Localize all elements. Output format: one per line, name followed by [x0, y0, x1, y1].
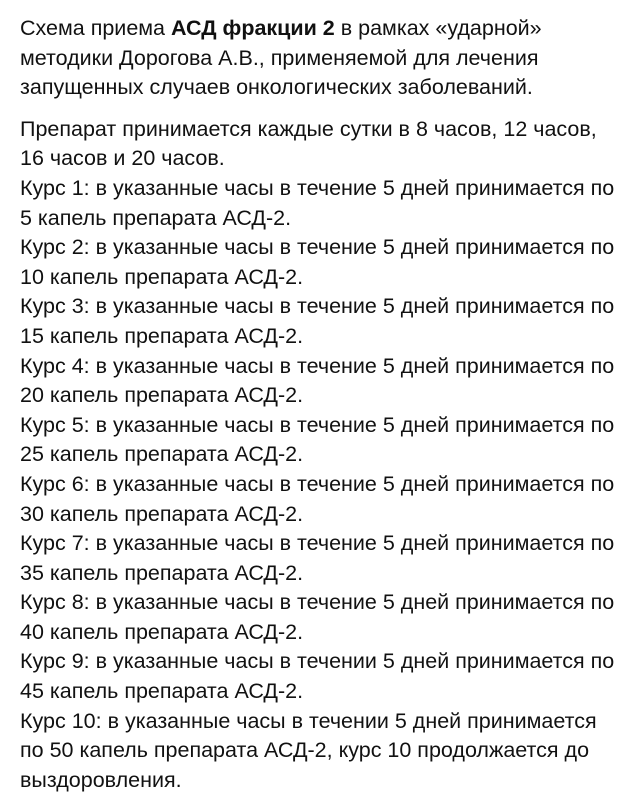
course-8-text: Курс 8: в указанные часы в течение 5 дней принимается по 40 капель препарата АСД-2.: [20, 590, 615, 644]
course-6-text: Курс 6: в указанные часы в течение 5 дней принимается по 30 капель препарата АСД-2.: [20, 471, 615, 526]
course-4-text: Курс 4: в указанные часы в течение 5 дней принимается по 20 капель препарата АСД-2.: [20, 353, 615, 408]
title-prefix: Схема приема: [20, 16, 171, 40]
course-1-text: Курс 1: в указанные часы в течение 5 дней принимается по 5 капель препарата АСД-2.: [20, 175, 615, 230]
course-9-text: Курс 9: в указанные часы в течении 5 дней принимается по 45 капель препарата АСД-2.: [20, 649, 615, 704]
course-2-text: Курс 2: в указанные часы в течение 5 дней принимается по 10 капель препарата АСД-2.: [20, 235, 615, 289]
course-5-text: Курс 5: в указанные часы в течение 5 дней принимается по 25 капель препарата АСД-2.: [20, 412, 615, 467]
scheme-title: [20, 14, 620, 103]
dosing-times-paragraph: Препарат принимается каждые сутки в 8 часов, 12 часов, 16 часов и 20 часов.: [20, 116, 597, 171]
course-3-text: Курс 3: в указанные часы в течение 5 дней принимается по 15 капель препарата АСД-2.: [20, 294, 615, 348]
title-drug-name: АСД фракции 2: [170, 16, 335, 40]
course-10-text: Курс 10: в указанные часы в течении 5 дней принимается по 50 капель препарата АСД-2, курс 10 продолжается до выздоровления.: [20, 708, 597, 792]
course-7-text: Курс 7: в указанные часы в течение 5 дней принимается по 35 капель препарата АСД-2.: [20, 531, 615, 585]
document-body: [20, 14, 620, 795]
title-suffix: в рамках «ударной» методики Дорогова А.В., применяемой для лечения запущенных случаев онкологических заболеваний.: [20, 16, 542, 100]
